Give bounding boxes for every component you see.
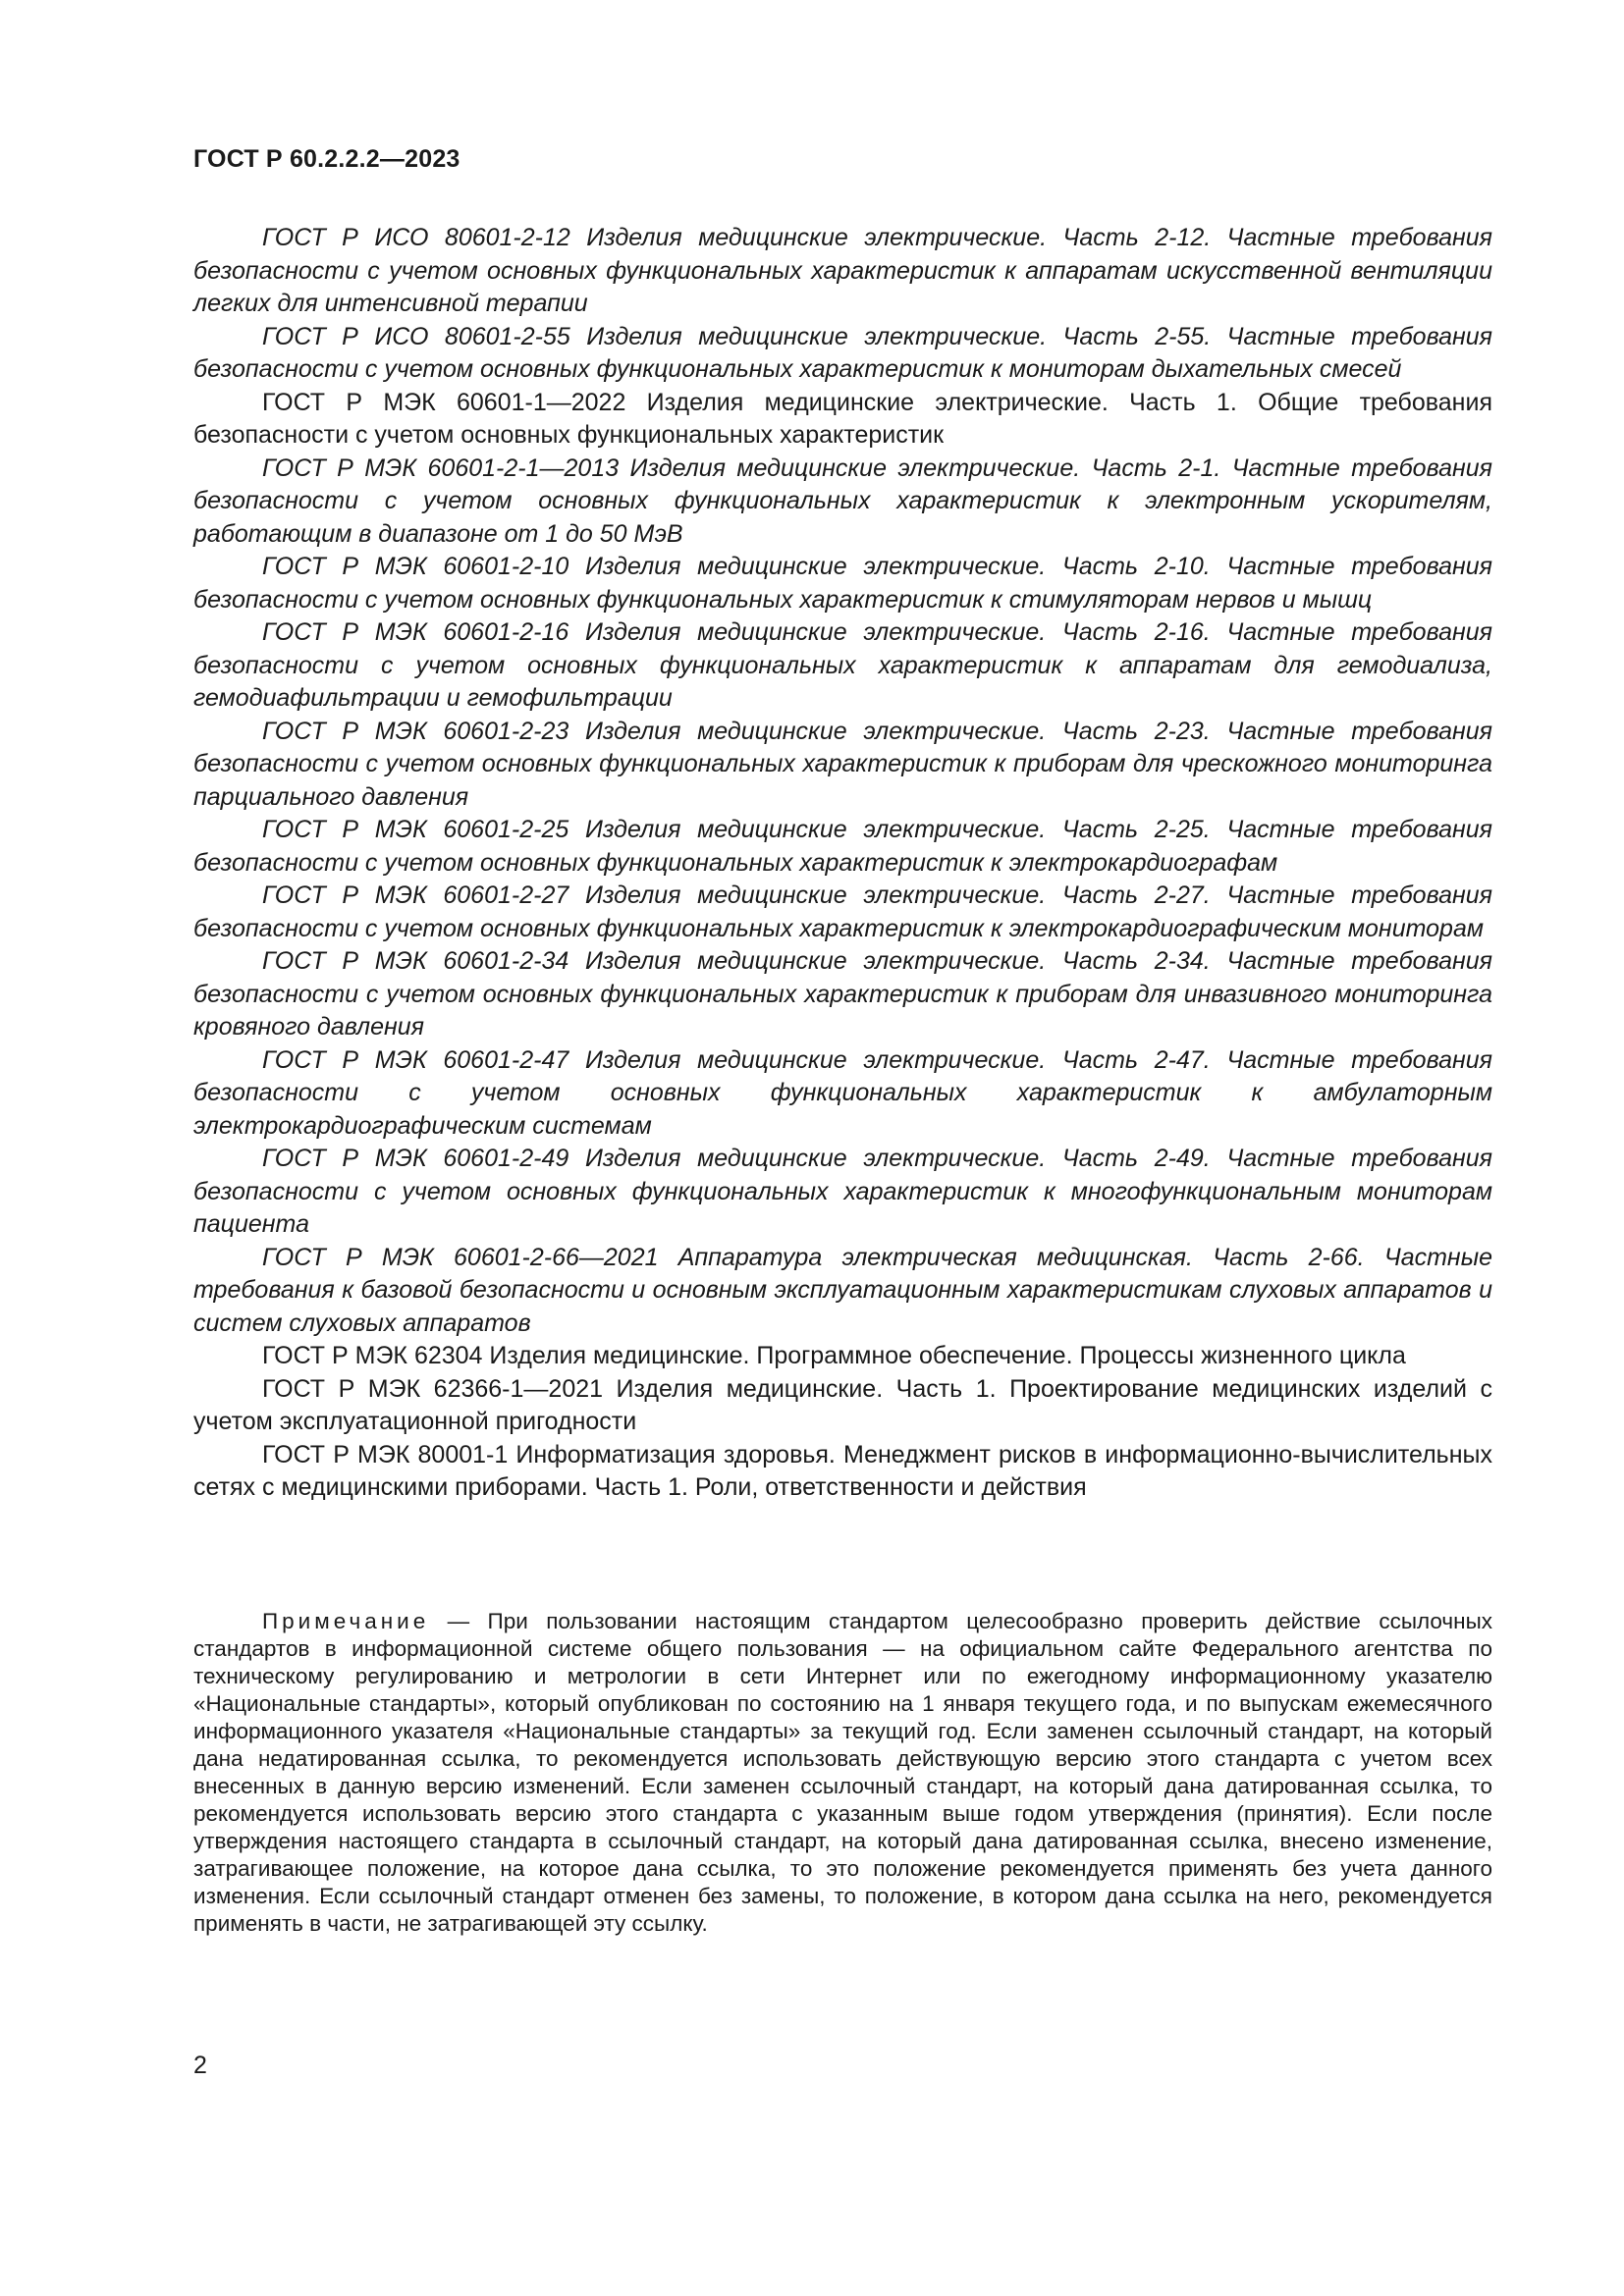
page-number: 2 bbox=[193, 2052, 207, 2079]
reference-item: ГОСТ Р МЭК 60601-2-23 Изделия медицинские электрические. Часть 2-23. Частные требования безопасности с учетом основных функциональных характеристик к приборам для чрескожного мониторинга парциального давления bbox=[193, 717, 1492, 811]
note-paragraph bbox=[193, 1608, 1492, 1938]
reference-item: ГОСТ Р МЭК 60601-2-34 Изделия медицинские электрические. Часть 2-34. Частные требования безопасности с учетом основных функциональных характеристик к приборам для инвазивного мониторинга кровяного давления bbox=[193, 947, 1492, 1041]
reference-item: ГОСТ Р МЭК 62304 Изделия медицинские. Программное обеспечение. Процессы жизненного цикла bbox=[262, 1342, 1406, 1369]
reference-item: ГОСТ Р МЭК 60601-2-25 Изделия медицинские электрические. Часть 2-25. Частные требования безопасности с учетом основных функциональных характеристик к электрокардиографам bbox=[193, 816, 1492, 877]
reference-item: ГОСТ Р МЭК 60601-2-27 Изделия медицинские электрические. Часть 2-27. Частные требования безопасности с учетом основных функциональных характеристик к электрокардиографическим мониторам bbox=[193, 881, 1492, 942]
reference-item: ГОСТ Р МЭК 60601-2-16 Изделия медицинские электрические. Часть 2-16. Частные требования безопасности с учетом основных функциональных характеристик к аппаратам для гемодиализа, гемодиафильтрации и гемофильтрации bbox=[193, 618, 1492, 712]
reference-item: ГОСТ Р ИСО 80601-2-55 Изделия медицинские электрические. Часть 2-55. Частные требования безопасности с учетом основных функциональных характеристик к мониторам дыхательных смесей bbox=[193, 322, 1492, 383]
reference-item: ГОСТ Р МЭК 60601-2-1—2013 Изделия медицинские электрические. Часть 2-1. Частные требования безопасности с учетом основных функциональных характеристик к электронным ускорителям, работающим в диапазоне от 1 до 50 МэВ bbox=[193, 454, 1492, 548]
reference-item: ГОСТ Р МЭК 60601-2-66—2021 Аппаратура электрическая медицинская. Часть 2-66. Частные требования к базовой безопасности и основным эксплуатационным характеристикам слуховых аппаратов и систем слуховых аппаратов bbox=[193, 1243, 1492, 1337]
reference-item: ГОСТ Р МЭК 80001-1 Информатизация здоровья. Менеджмент рисков в информационно-вычислительных сетях с медицинскими приборами. Часть 1. Роли, ответственности и действия bbox=[193, 1440, 1492, 1501]
normative-references-list bbox=[193, 222, 1492, 1505]
reference-item: ГОСТ Р МЭК 60601-2-10 Изделия медицинские электрические. Часть 2-10. Частные требования безопасности с учетом основных функциональных характеристик к стимуляторам нервов и мышц bbox=[193, 553, 1492, 614]
reference-item: ГОСТ Р МЭК 62366-1—2021 Изделия медицинские. Часть 1. Проектирование медицинских изделий с учетом эксплуатационной пригодности bbox=[193, 1374, 1492, 1435]
reference-item: ГОСТ Р ИСО 80601-2-12 Изделия медицинские электрические. Часть 2-12. Частные требования безопасности с учетом основных функциональных характеристик к аппаратам искусственной вентиляции легких для интенсивной терапии bbox=[193, 224, 1492, 317]
note-text: — При пользовании настоящим стандартом целесообразно проверить действие ссылочных стандартов в информационной системе общего пользования — на официальном сайте Федерального агентства по техническому регулированию и метрологии в сети Интернет или по ежегодному информационному указателю «Национальные стандарты», который опубликован по состоянию на 1 января текущего года, и по выпускам ежемесячного информационного указателя «Национальные стандарты» за текущий год. Если заменен ссылочный стандарт, на который дана недатированная ссылка, то рекомендуется использовать действующую версию этого стандарта с учетом всех внесенных в данную версию изменений. Если заменен ссылочный стандарт, на который дана датированная ссылка, то рекомендуется использовать версию этого стандарта с указанным выше годом утверждения (принятия). Если после утверждения настоящего стандарта в ссылочный стандарт, на который дана датированная ссылка, внесено изменение, затрагивающее положение, на которое дана ссылка, то это положение рекомендуется применять без учета данного изменения. Если ссылочный стандарт отменен без замены, то положение, в котором дана ссылка на него, рекомендуется применять в части, не затрагивающей эту ссылку. bbox=[193, 1609, 1492, 1936]
document-code-header: ГОСТ Р 60.2.2.2—2023 bbox=[193, 145, 460, 173]
note-label: Примечание bbox=[262, 1609, 430, 1633]
reference-item: ГОСТ Р МЭК 60601-2-49 Изделия медицинские электрические. Часть 2-49. Частные требования безопасности с учетом основных функциональных характеристик к многофункциональным мониторам пациента bbox=[193, 1145, 1492, 1238]
reference-item: ГОСТ Р МЭК 60601-2-47 Изделия медицинские электрические. Часть 2-47. Частные требования безопасности с учетом основных функциональных характеристик к амбулаторным электрокардиографическим системам bbox=[193, 1045, 1492, 1140]
reference-item: ГОСТ Р МЭК 60601-1—2022 Изделия медицинские электрические. Часть 1. Общие требования безопасности с учетом основных функциональных характеристик bbox=[193, 388, 1492, 449]
